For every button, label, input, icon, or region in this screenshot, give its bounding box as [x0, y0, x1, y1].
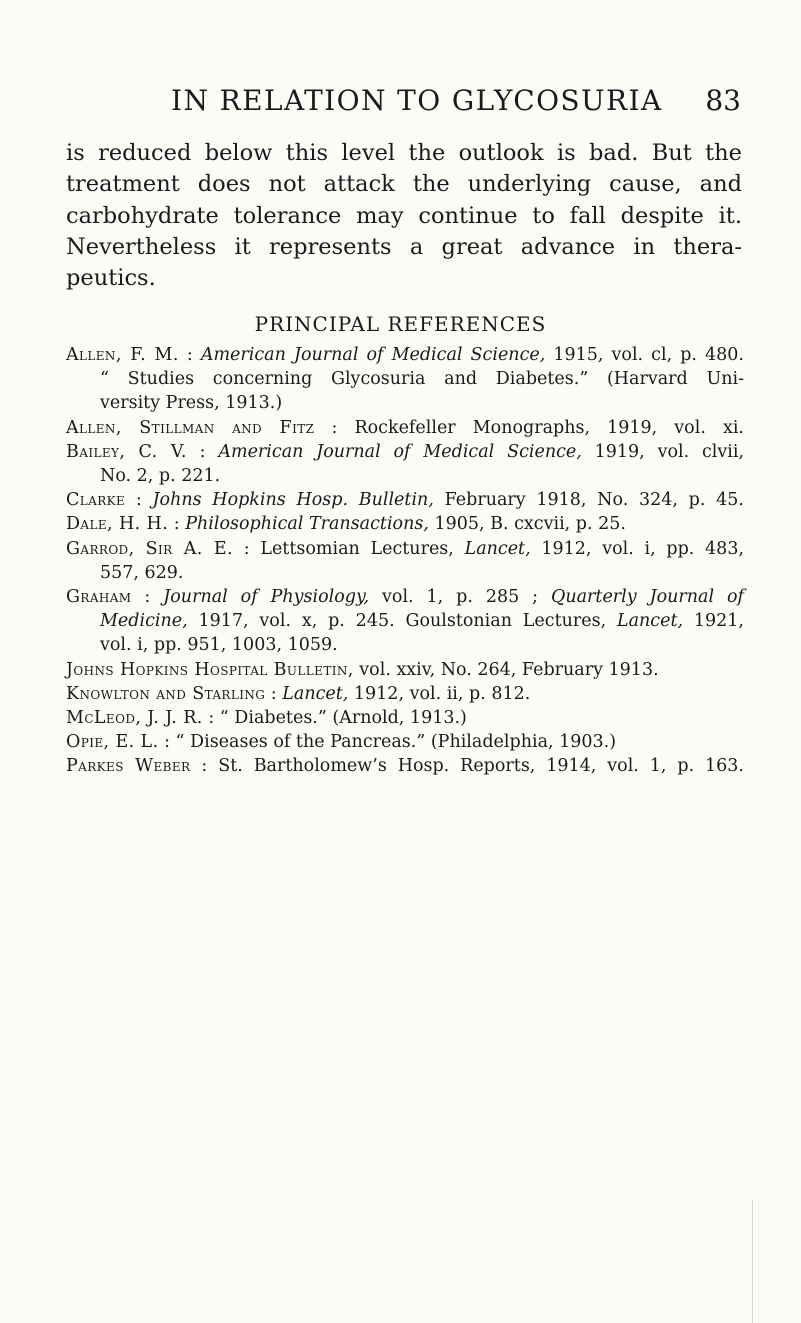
reference-text: 1912, vol. i, pp. 483,	[530, 538, 745, 559]
reference-line	[66, 343, 744, 367]
reference-author: Garrod, Sir A. E.	[66, 538, 233, 559]
reference-line	[66, 537, 744, 561]
reference-line	[66, 488, 744, 512]
body-line: is reduced below this level the outlook is bad. But the	[66, 140, 742, 166]
reference-title: Johns Hopkins Hosp. Bulletin,	[152, 490, 434, 511]
reference-text: : Rockefeller Monographs, 1919, vol. xi.	[314, 417, 744, 438]
page-number: 83	[705, 84, 741, 117]
reference-text: February 1918, No. 324, p. 45.	[433, 490, 744, 511]
reference-line	[66, 367, 744, 391]
reference-title: Lancet,	[616, 611, 684, 632]
reference-title: Medicine,	[100, 611, 188, 632]
body-line: Nevertheless it represents a great advance in thera-	[66, 233, 742, 260]
reference-line	[66, 464, 744, 488]
body-line: carbohydrate tolerance may continue to fall despite it.	[66, 202, 742, 229]
reference-line	[66, 416, 744, 440]
reference-line	[66, 512, 744, 536]
reference-author: Bailey, C. V.	[66, 441, 187, 462]
reference-title: Lancet,	[282, 683, 349, 704]
reference-text: 1912, vol. ii, p. 812.	[348, 683, 531, 704]
reference-text: :	[131, 587, 164, 608]
reference-line	[66, 609, 744, 633]
reference-author: Johns Hopkins Hospital Bulletin,	[66, 659, 354, 680]
reference-line	[66, 682, 744, 706]
reference-line	[66, 730, 744, 754]
reference-title: Journal of Physiology,	[163, 587, 370, 608]
body-line: treatment does not attack the underlying cause, and	[66, 171, 742, 198]
reference-title: Lancet,	[464, 538, 531, 559]
reference-text: :	[186, 441, 219, 462]
reference-text: 1917, vol. x, p. 245. Goulstonian Lectures,	[187, 611, 617, 632]
reference-text: :	[265, 683, 283, 704]
reference-text: 1905, B. cxcvii, p. 25.	[428, 514, 626, 535]
scan-edge-line	[752, 1200, 753, 1323]
reference-text: No. 2, p. 221.	[100, 466, 221, 487]
reference-text: : St. Bartholomew’s Hosp. Reports, 1914, vol. 1, p. 163.	[190, 756, 744, 777]
reference-author: Opie, E. L.	[66, 732, 159, 753]
reference-author: Graham	[66, 587, 132, 608]
reference-title: American Journal of Medical Science,	[218, 441, 582, 462]
reference-text: vol. xxiv, No. 264, February 1913.	[353, 659, 659, 680]
references-list	[66, 343, 744, 779]
reference-text: : “ Diseases of the Pancreas.” (Philadelphia, 1903.)	[158, 732, 617, 753]
reference-text: versity Press, 1913.)	[100, 393, 283, 414]
reference-text: :	[178, 345, 201, 365]
reference-text: : “ Diabetes.” (Arnold, 1913.)	[202, 708, 467, 729]
reference-line	[66, 658, 744, 682]
reference-line	[66, 561, 744, 585]
reference-author: Dale, H. H.	[66, 514, 169, 535]
reference-author: Knowlton and Starling	[66, 683, 266, 704]
reference-text: 557, 629.	[100, 562, 184, 583]
reference-text: vol. i, pp. 951, 1003, 1059.	[100, 635, 338, 656]
reference-author: McLeod, J. J. R.	[66, 708, 203, 729]
reference-line	[66, 706, 744, 730]
reference-text: vol. 1, p. 285 ;	[369, 587, 551, 608]
reference-text: 1915, vol. cl, p. 480.	[545, 345, 744, 365]
reference-text: 1919, vol. clvii,	[581, 441, 745, 462]
reference-line	[66, 633, 744, 657]
reference-text: “ Studies concerning Glycosuria and Diabetes.” (Harvard Uni-	[100, 369, 744, 390]
reference-text: 1921,	[683, 611, 744, 632]
reference-text: :	[125, 490, 153, 511]
reference-author: Allen, Stillman and Fitz	[66, 417, 315, 438]
reference-title: American Journal of Medical Science,	[200, 345, 546, 365]
reference-author: Parkes Weber	[66, 756, 191, 777]
body-paragraph	[66, 138, 742, 294]
reference-line	[66, 440, 744, 464]
reference-author: Clarke	[66, 490, 126, 511]
reference-text: :	[168, 514, 186, 535]
references-heading: PRINCIPAL REFERENCES	[254, 312, 547, 336]
body-line: peutics.	[66, 265, 156, 292]
reference-line	[66, 754, 744, 778]
reference-title: Philosophical Transactions,	[185, 514, 429, 535]
running-head	[171, 84, 741, 124]
reference-title: Quarterly Journal of	[551, 587, 745, 608]
reference-author: Allen, F. M.	[66, 345, 179, 365]
reference-line	[66, 391, 744, 415]
running-title: IN RELATION TO GLYCOSURIA	[171, 84, 663, 117]
reference-text: : Lettsomian Lectures,	[233, 538, 465, 559]
reference-line	[66, 585, 744, 609]
